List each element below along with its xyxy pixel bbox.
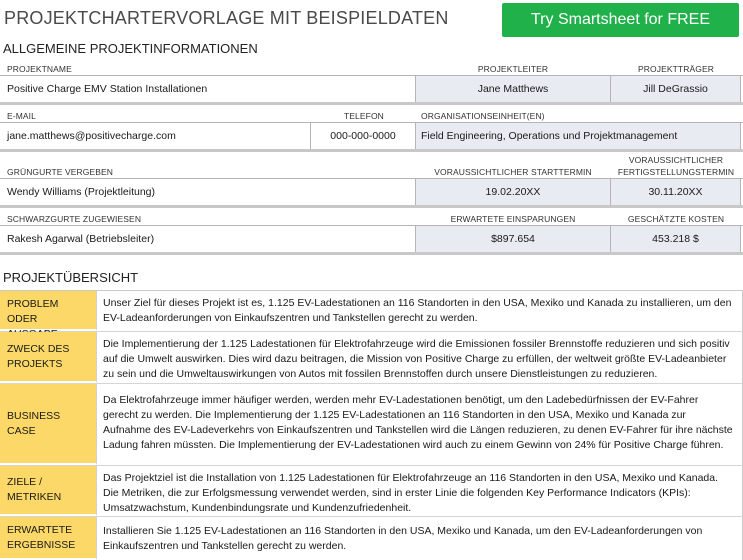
overview-row-goals: [0, 466, 743, 517]
cost-value: 453.218 $: [611, 226, 740, 252]
overview-table: [0, 290, 743, 560]
contact-row: [0, 122, 743, 152]
org-label: ORGANISATIONSEINHEIT(EN): [421, 111, 545, 121]
goals-text: Das Projektziel ist die Installation von 1.125 Ladestationen für Elektrofahrzeuge an 116 Standorten in den USA, Mexiko und Kanada. Die Metriken, die zur Erfolgsmessung verwendet werden, sind in erster Linie die folgenden Key Performance Indicators (KPIs): Umsatzwachstum, Kundenbindungsrate und Kundenzufriedenheit.: [97, 466, 743, 516]
phone-value: 000-000-0000: [330, 130, 396, 142]
overview-row-results: [0, 517, 743, 560]
finish-label-1: VORAUSSICHTLICHER: [628, 155, 724, 165]
cost-label: GESCHÄTZTE KOSTEN: [627, 214, 725, 224]
results-text: Installieren Sie 1.125 EV-Ladestationen an 116 Standorten in den USA, Mexiko und Kanada, um den EV-Ladeanforderungen von Einkaufszentren und Tankstellen gerecht zu werden.: [97, 517, 743, 560]
start-value: 19.02.20XX: [416, 179, 610, 205]
org-value: Field Engineering, Operations und Projektmanagement: [416, 123, 740, 149]
general-info-heading: ALLGEMEINE PROJEKTINFORMATIONEN: [3, 41, 258, 56]
manager-value: Jane Matthews: [416, 76, 610, 102]
page-title: PROJEKTCHARTERVORLAGE MIT BEISPIELDATEN: [4, 8, 449, 28]
overview-heading: PROJEKTÜBERSICHT: [3, 270, 139, 285]
project-name-label: PROJEKTNAME: [7, 64, 72, 74]
start-label: VORAUSSICHTLICHER STARTTERMIN: [434, 167, 592, 177]
purpose-text: Die Implementierung der 1.125 Ladestationen für Elektrofahrzeuge wird die Emissionen fossiler Brennstoffe reduzieren und sich positiv auf die Umwelt auswirken. Dies wird dazu beitragen, die Mission von Positive Charge zu erfüllen, der weltweit größte EV-Ladeanbieter zu sein und die Umweltauswirkungen von Autos mit fossilen Brennstoffen durch unsere Dienstleistungen zu reduzieren.: [97, 332, 743, 383]
sponsor-label: PROJEKTTRÄGER: [638, 64, 714, 74]
savings-label: ERWARTETE EINSPARUNGEN: [450, 214, 576, 224]
overview-row-problem: [0, 291, 743, 332]
black-belt-row: [0, 225, 743, 255]
overview-row-purpose: [0, 332, 743, 384]
savings-value: $897.654: [416, 226, 610, 252]
goals-label: ZIELE / METRIKEN: [0, 466, 97, 516]
phone-label: TELEFON: [344, 111, 384, 121]
results-label: ERWARTETE ERGEBNISSE: [0, 517, 97, 560]
overview-row-business-case: [0, 384, 743, 466]
email-label: E-MAIL: [7, 111, 36, 121]
project-name-value: Positive Charge EMV Station Installationen: [7, 83, 208, 95]
email-value: jane.matthews@positivecharge.com: [7, 130, 176, 142]
finish-value: 30.11.20XX: [611, 179, 740, 205]
green-belt-label: GRÜNGURTE VERGEBEN: [7, 167, 114, 177]
purpose-label: ZWECK DES PROJEKTS: [0, 332, 97, 383]
manager-label: PROJEKTLEITER: [477, 64, 549, 74]
black-belt-label: SCHWARZGURTE ZUGEWIESEN: [7, 214, 142, 224]
try-smartsheet-button[interactable]: Try Smartsheet for FREE: [502, 3, 739, 37]
project-row: [0, 75, 743, 105]
problem-text: Unser Ziel für dieses Projekt ist es, 1.125 EV-Ladestationen an 116 Standorten in den USA, Mexiko und Kanada zu installieren, um den EV-Ladeanforderungen von Einkaufszentren und Tankstellen gerecht zu werden.: [97, 291, 743, 331]
green-belt-row: [0, 178, 743, 208]
problem-label: PROBLEM ODER: [0, 291, 97, 331]
black-belt-value: Rakesh Agarwal (Betriebsleiter): [7, 233, 155, 245]
green-belt-value: Wendy Williams (Projektleitung): [7, 186, 156, 198]
sponsor-value: Jill DeGrassio: [611, 76, 740, 102]
business-case-text: Da Elektrofahrzeuge immer häufiger werden, werden mehr EV-Ladestationen benötigt, um den Ladebedürfnissen der EV-Fahrer gerecht zu werden. Die Implementierung der 1.125 EV-Ladestationen an 116 Standorten in den USA, Mexiko und Kanada zur Aufnahme des EV-Ladeverkehrs von Einkaufszentren und Tankstellen wird die Längen reduzieren, zu denen EV-Fahrer für ihre nächste Ladung fahren müssten. Die Implementierung der EV-Ladestationen wird auch zu einem Gewinn von 24% für Positive Charge führen.: [97, 384, 743, 465]
business-case-label: BUSINESS CASE: [0, 384, 97, 465]
finish-label-2: FERTIGSTELLUNGSTERMIN: [617, 167, 735, 177]
